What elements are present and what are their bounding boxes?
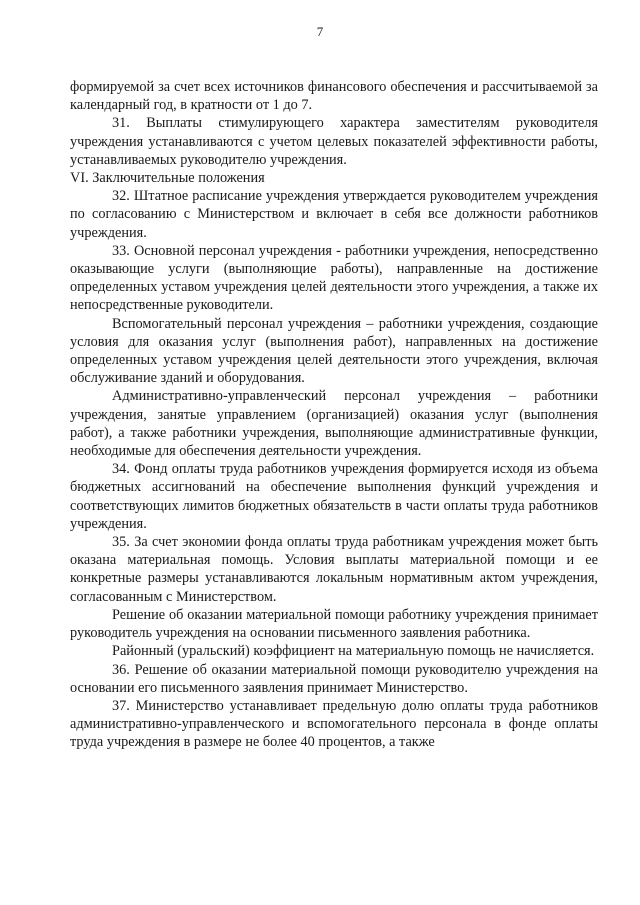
paragraph-aid-decision: Решение об оказании материальной помощи работнику учреждения принимает руководитель учреждения на основании письменного заявления работника.	[70, 606, 598, 642]
paragraph-36: 36. Решение об оказании материальной помощи руководителю учреждения на основании его письменного заявления принимает Министерство.	[70, 661, 598, 696]
paragraph-35: 35. За счет экономии фонда оплаты труда работникам учреждения может быть оказана материальная помощь. Условия выплаты материальной помощи и ее конкретные размеры устанавливаются локальным нормативным актом учреждения, согласованным с Министерством.	[70, 534, 598, 605]
paragraph-33: 33. Основной персонал учреждения - работники учреждения, непосредственно оказывающие услуги (выполняющие работы), направленные на достижение определенных уставом учреждения целей деятельности этого учреждения, а также их непосредственные руководители.	[70, 242, 598, 314]
page-number: 7	[316, 24, 324, 39]
paragraph-32: 32. Штатное расписание учреждения утверждается руководителем учреждения по согласованию с Министерством и включает в себя все должности работников учреждения.	[70, 188, 598, 241]
paragraph-continuation: формируемой за счет всех источников финансового обеспечения и рассчитываемой за календарный год, в кратности от 1 до 7.	[70, 79, 598, 114]
paragraph-34: 34. Фонд оплаты труда работников учреждения формируется исходя из объема бюджетных ассигнований на обеспечение выполнения функций учреждения и соответствующих лимитов бюджетных обязательств в части оплаты труда работников учреждения.	[70, 461, 598, 532]
paragraph-regional-coefficient: Районный (уральский) коэффициент на материальную помощь не начисляется.	[112, 643, 595, 660]
document-body	[70, 78, 598, 752]
paragraph-31: 31. Выплаты стимулирующего характера заместителям руководителя учреждения устанавливаются с учетом целевых показателей эффективности работы, устанавливаемых руководителю учреждения.	[70, 115, 598, 168]
paragraph-37: 37. Министерство устанавливает предельную долю оплаты труда работников административно-управленческого и вспомогательного персонала в фонде оплаты труда учреждения в размере не более 40 процентов, а также	[70, 697, 598, 751]
section-heading: VI. Заключительные положения	[70, 170, 265, 187]
paragraph-administrative-staff: Административно-управленческий персонал учреждения – работники учреждения, занятые управлением (организацией) оказания услуг (выполнения работ), а также работники учреждения, выполняющие административные функции, необходимые для обеспечения деятельности учреждения.	[70, 388, 598, 460]
paragraph-auxiliary-staff: Вспомогательный персонал учреждения – работники учреждения, создающие условия для оказания услуг (выполнения работ), направленных на достижение определенных уставом учреждения целей деятельности этого учреждения, включая обслуживание зданий и оборудования.	[70, 315, 598, 387]
